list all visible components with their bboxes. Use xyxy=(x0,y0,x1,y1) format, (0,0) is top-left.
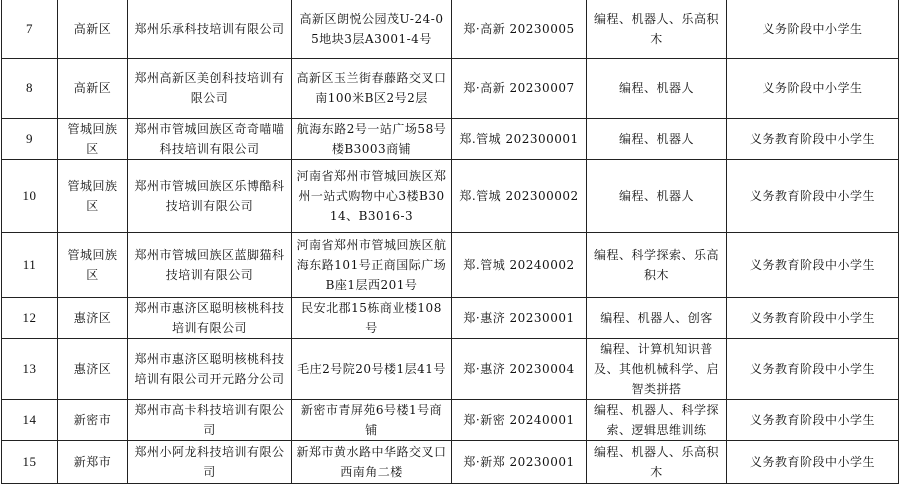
row-number: 13 xyxy=(2,338,58,399)
district-cell: 惠济区 xyxy=(58,338,128,399)
address-cell: 航海东路2号一站广场58号楼B3003商铺 xyxy=(292,118,452,159)
address-cell: 毛庄2号院20号楼1层41号 xyxy=(292,338,452,399)
district-cell: 高新区 xyxy=(58,0,128,58)
target-students-cell: 义务教育阶段中小学生 xyxy=(727,338,899,399)
district-cell: 新密市 xyxy=(58,399,128,440)
license-number-cell: 郑·新郑 20230001 xyxy=(452,440,587,483)
table-row xyxy=(2,118,899,159)
address-cell: 新郑市黄水路中华路交叉口西南角二楼 xyxy=(292,440,452,483)
table-row xyxy=(2,440,899,483)
row-number: 11 xyxy=(2,232,58,297)
table-row xyxy=(2,338,899,399)
company-name-cell: 郑州高新区美创科技培训有限公司 xyxy=(128,58,292,118)
row-number: 9 xyxy=(2,118,58,159)
target-students-cell: 义务阶段中小学生 xyxy=(727,0,899,58)
target-students-cell: 义务教育阶段中小学生 xyxy=(727,232,899,297)
institution-table xyxy=(1,0,899,484)
target-students-cell: 义务阶段中小学生 xyxy=(727,58,899,118)
table-row xyxy=(2,159,899,232)
row-number: 8 xyxy=(2,58,58,118)
company-name-cell: 郑州市高卡科技培训有限公司 xyxy=(128,399,292,440)
target-students-cell: 义务教育阶段中小学生 xyxy=(727,159,899,232)
license-number-cell: 郑·惠济 20230001 xyxy=(452,297,587,338)
target-students-cell: 义务教育阶段中小学生 xyxy=(727,399,899,440)
address-cell: 河南省郑州市管城回族区航海东路101号正商国际广场B座1层西201号 xyxy=(292,232,452,297)
company-name-cell: 郑州市管城回族区乐博酷科技培训有限公司 xyxy=(128,159,292,232)
table-row xyxy=(2,399,899,440)
training-type-cell: 编程、计算机知识普及、其他机械科学、启智类拼搭 xyxy=(587,338,727,399)
district-cell: 新郑市 xyxy=(58,440,128,483)
training-type-cell: 编程、机器人、科学探索、逻辑思维训练 xyxy=(587,399,727,440)
district-cell: 管城回族区 xyxy=(58,118,128,159)
address-cell: 民安北郡15栋商业楼108号 xyxy=(292,297,452,338)
target-students-cell: 义务教育阶段中小学生 xyxy=(727,118,899,159)
row-number: 15 xyxy=(2,440,58,483)
training-type-cell: 编程、机器人 xyxy=(587,58,727,118)
training-type-cell: 编程、机器人、乐高积木 xyxy=(587,0,727,58)
training-type-cell: 编程、机器人 xyxy=(587,159,727,232)
company-name-cell: 郑州市惠济区聪明核桃科技培训有限公司 xyxy=(128,297,292,338)
company-name-cell: 郑州市惠济区聪明核桃科技培训有限公司开元路分公司 xyxy=(128,338,292,399)
training-type-cell: 编程、机器人 xyxy=(587,118,727,159)
table-row xyxy=(2,0,899,58)
training-type-cell: 编程、科学探索、乐高积木 xyxy=(587,232,727,297)
target-students-cell: 义务教育阶段中小学生 xyxy=(727,440,899,483)
district-cell: 高新区 xyxy=(58,58,128,118)
license-number-cell: 郑.管城 202300002 xyxy=(452,159,587,232)
license-number-cell: 郑.管城 20240002 xyxy=(452,232,587,297)
district-cell: 管城回族区 xyxy=(58,159,128,232)
company-name-cell: 郑州乐承科技培训有限公司 xyxy=(128,0,292,58)
district-cell: 管城回族区 xyxy=(58,232,128,297)
row-number: 12 xyxy=(2,297,58,338)
license-number-cell: 郑·新密 20240001 xyxy=(452,399,587,440)
table-row xyxy=(2,58,899,118)
company-name-cell: 郑州市管城回族区奇奇喵喵科技培训有限公司 xyxy=(128,118,292,159)
address-cell: 高新区玉兰街春藤路交叉口南100米B区2号2层 xyxy=(292,58,452,118)
license-number-cell: 郑·高新 20230007 xyxy=(452,58,587,118)
address-cell: 高新区朗悦公园茂U-24-05地块3层A3001-4号 xyxy=(292,0,452,58)
training-type-cell: 编程、机器人、创客 xyxy=(587,297,727,338)
license-number-cell: 郑·惠济 20230004 xyxy=(452,338,587,399)
company-name-cell: 郑州小阿龙科技培训有限公司 xyxy=(128,440,292,483)
license-number-cell: 郑.管城 202300001 xyxy=(452,118,587,159)
company-name-cell: 郑州市管城回族区蓝脚猫科技培训有限公司 xyxy=(128,232,292,297)
table-row xyxy=(2,297,899,338)
address-cell: 新密市青屏苑6号楼1号商铺 xyxy=(292,399,452,440)
license-number-cell: 郑·高新 20230005 xyxy=(452,0,587,58)
row-number: 14 xyxy=(2,399,58,440)
district-cell: 惠济区 xyxy=(58,297,128,338)
row-number: 7 xyxy=(2,0,58,58)
training-type-cell: 编程、机器人、乐高积木 xyxy=(587,440,727,483)
table-row xyxy=(2,232,899,297)
table-body xyxy=(2,0,899,483)
target-students-cell: 义务教育阶段中小学生 xyxy=(727,297,899,338)
address-cell: 河南省郑州市管城回族区郑州一站式购物中心3楼B3014、B3016-3 xyxy=(292,159,452,232)
row-number: 10 xyxy=(2,159,58,232)
